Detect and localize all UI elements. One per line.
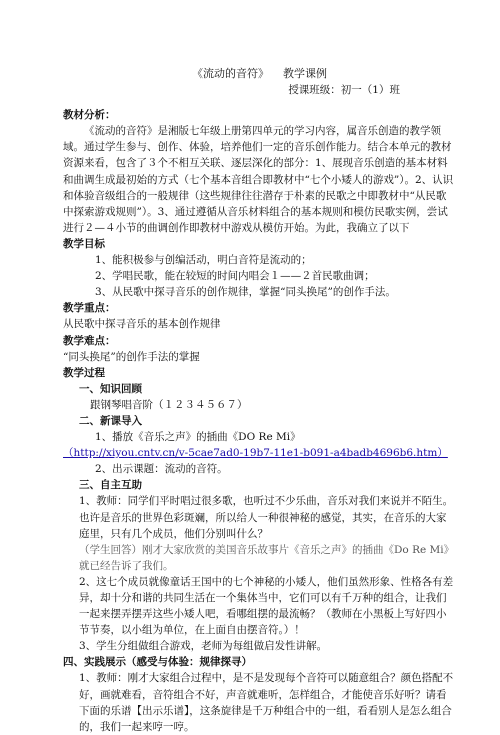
section-2-heading: 二、新课导入 <box>79 414 142 427</box>
goal-item-3: 3、从民歌中探寻音乐的创作规律，掌握“同头换尾”的创作手法。 <box>95 286 396 299</box>
analysis-heading: 教材分析： <box>63 109 116 122</box>
process-heading: 教学过程 <box>63 366 105 379</box>
section-4-item-1: 1、教师：刚才大家组合过程中，是不是发现每个音符可以随意组合？颜色搭配不好，画就难看，音符组合不好，声音就难听，怎样组合，才能使音乐好听？请看下面的乐谱【出示乐谱】，这条旋律是千万种组合中的一组，看看别人是怎么组合的，我们一起来哼一哼。 <box>79 672 454 733</box>
class-line: 授课班级：初一（1）班 <box>288 84 400 97</box>
title-text: 《流动的音符》 <box>192 67 269 80</box>
difficulty-body: “同头换尾”的创作手法的掌握 <box>63 350 200 363</box>
document-title <box>63 66 456 82</box>
difficulty-heading: 教学难点： <box>63 334 116 347</box>
goal-item-2: 2、学唱民歌，能在较短的时间内唱会１——２首民歌曲调； <box>95 270 375 283</box>
section-3-item-1: 1、教师：同学们平时唱过很多歌，也听过不少乐曲，音乐对我们来说并不陌生。也许是音乐的世界色彩斑斓，所以给人一种很神秘的感觉，其实，在音乐的大家庭里，只有几个成员，他们分别叫什么？ <box>79 495 454 540</box>
section-2-item-2: 2、出示课题：流动的音符。 <box>95 463 228 476</box>
section-2-item-1: 1、播放《音乐之声》的插曲《DO Re Mi》 <box>95 431 301 444</box>
section-1-body: 跟钢琴唱音阶（１２３４５６７） <box>90 398 248 411</box>
goal-item-1: 1、能积极参与创编活动，明白音符是流动的； <box>95 254 312 267</box>
analysis-body: 《流动的音符》是湘版七年级上册第四单元的学习内容，属音乐创造的教学领域。通过学生参与、创作、体验，培养他们一定的音乐创作能力。结合本单元的教材资源来看，包含了３个不相互关联、逐层深化的部分：1、展现音乐创造的基本材料和曲调生成最初始的方式（七个基本音组合即教材中“七个小矮人的游戏”）。2、认识和体验音级组合的一般规律（这些规律往往潜存于朴素的民歌之中即教材中“从民歌中探索游戏规则”）。3、通过遵循从音乐材料组合的基本规则和模仿民歌实例，尝试进行２—４小节的曲调创作即教材中游戏从模仿开始。为此，我确立了以下 <box>63 125 454 234</box>
goals-heading: 教学目标 <box>63 237 105 250</box>
section-3-heading: 三、自主互助 <box>79 479 142 492</box>
key-point-body: 从民歌中探寻音乐的基本创作规律 <box>63 318 221 331</box>
section-2-url-line <box>63 445 456 461</box>
section-3-answer: （学生回答）刚才大家欣赏的美国音乐故事片《音乐之声》的插曲《Do Re Mi》就已经告诉了我们。 <box>79 543 455 572</box>
title-suffix: 教学课例 <box>283 67 327 80</box>
section-3-item-2: 2、这七个成员就像童话王国中的七个神秘的小矮人，他们虽然形象、性格各有差异，却十分和谐的共同生活在一个集体当中，它们可以有千万种的组合，让我们一起来摆弄摆弄这些小矮人吧，看哪组摆的最流畅？（教师在小黑板上写好四小节节奏，以小组为单位，在上面自由摆音符。）！ <box>79 575 454 637</box>
section-1-heading: 一、知识回顾 <box>79 382 142 395</box>
key-point-heading: 教学重点： <box>63 302 116 315</box>
video-link[interactable]: （http://xiyou.cntv.cn/v-5cae7ad0-19b7-11e1-b091-a4badb4696b6.htm） <box>63 447 448 460</box>
section-3-item-3: 3、学生分组做组合游戏，老师为每组做启发性讲解。 <box>79 640 328 653</box>
section-4-heading: 四、实践展示（感受与体验：规律探寻） <box>63 656 252 669</box>
